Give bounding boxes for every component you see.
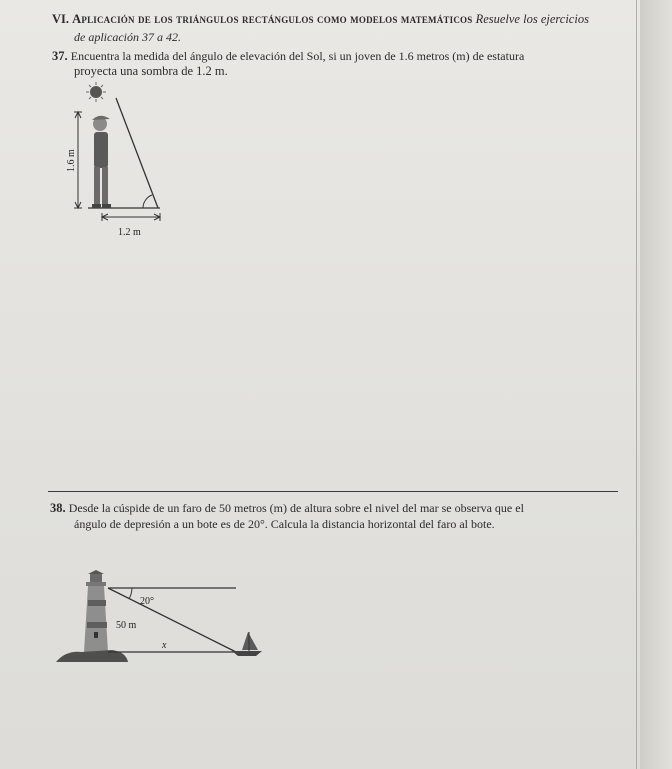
problem-38-text-line1: Desde la cúspide de un faro de 50 metros (m) de altura sobre el nivel del mar se observa que el [68, 501, 524, 515]
lighthouse-figure [84, 570, 108, 652]
height-label: 1.6 m [66, 149, 77, 172]
section-divider [48, 491, 618, 492]
problem-37-text-line1: Encuentra la medida del ángulo de elevación del Sol, si un joven de 1.6 metros (m) de estatura [70, 49, 525, 63]
problem-38-text-line2: ángulo de depresión a un bote es de 20°. Calcula la distancia horizontal del faro al bote. [74, 517, 495, 531]
problem-37 [52, 48, 622, 64]
shadow-dimension [102, 213, 160, 221]
sun-ray-line [116, 98, 158, 208]
boy-figure [92, 116, 111, 208]
section-number: VI. [52, 12, 70, 26]
problem-38-number: 38. [50, 501, 66, 515]
problem-37-number: 37. [52, 49, 68, 63]
angle-label: 20° [140, 596, 154, 607]
elevation-angle-arc [143, 195, 152, 208]
section-subtitle: de aplicación 37 a 42. [74, 30, 181, 44]
problem-38-figure [52, 570, 272, 670]
problem-37-text-line2: proyecta una sombra de 1.2 m. [74, 64, 228, 78]
shadow-label: 1.2 m [118, 227, 141, 238]
problem-37-figure [58, 82, 178, 242]
page-margin-line [636, 0, 637, 769]
boat-icon [232, 632, 262, 656]
section-title [52, 12, 612, 27]
lighthouse-height-label: 50 m [116, 620, 137, 631]
section-heading: Aplicación de los triángulos rectángulos como modelos matemáticos [72, 12, 473, 26]
problem-38 [50, 500, 635, 516]
sun-icon [86, 82, 106, 102]
distance-label: x [162, 640, 167, 651]
depression-angle-arc [129, 588, 132, 599]
adjacent-page-edge [640, 0, 672, 769]
section-instruction: Resuelve los ejercicios [475, 12, 589, 26]
